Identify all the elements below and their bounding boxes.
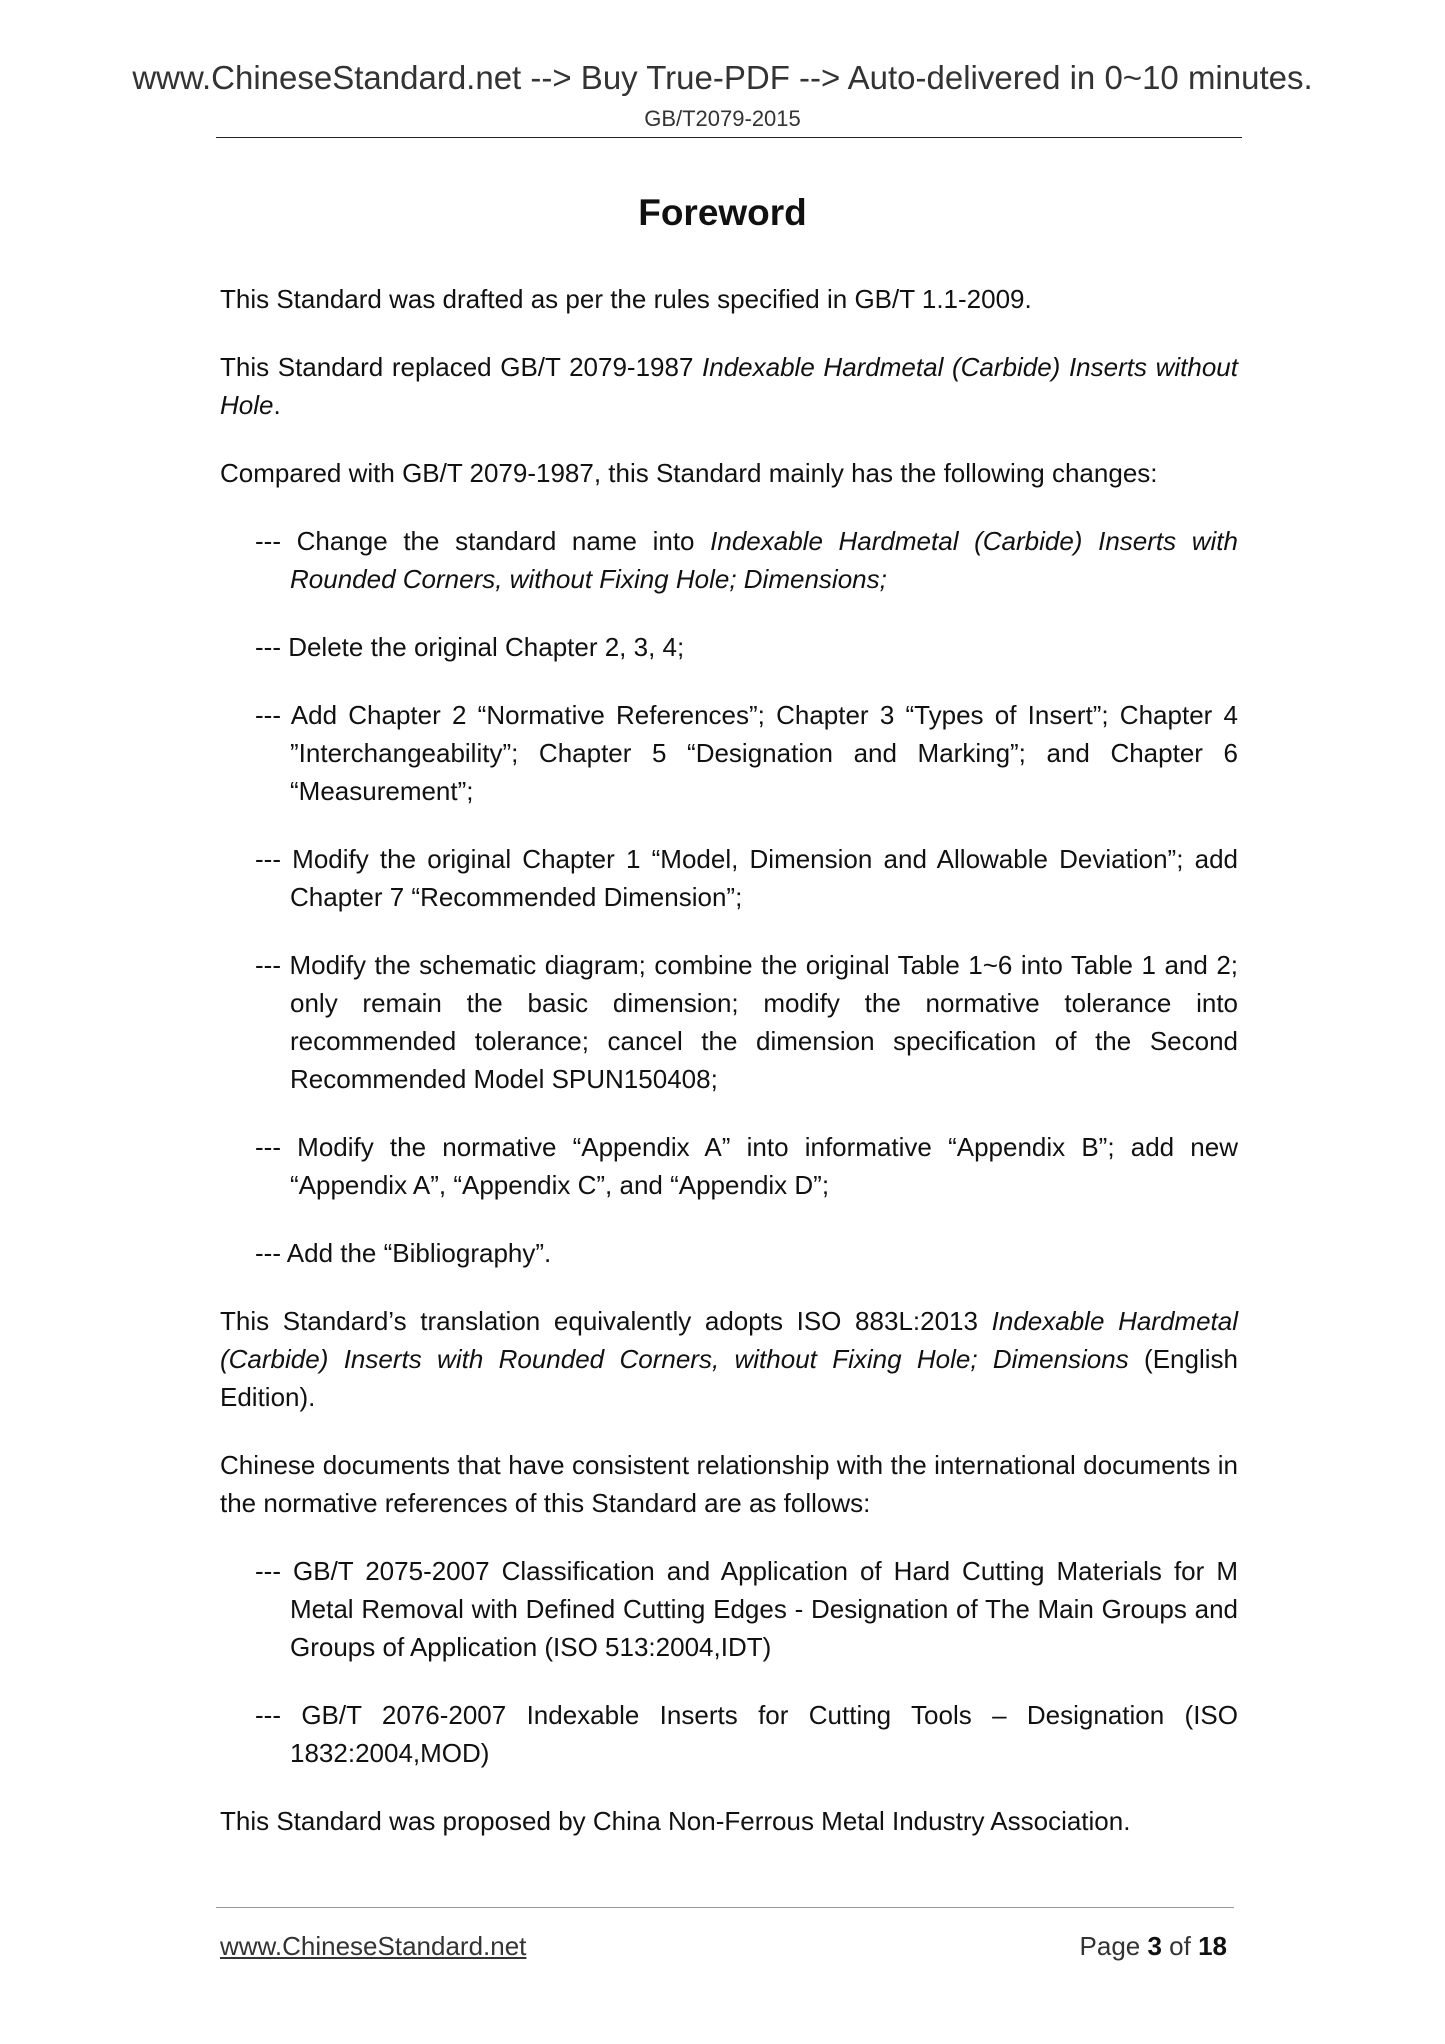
change-item: --- Delete the original Chapter 2, 3, 4; <box>255 632 685 662</box>
footer-site-link[interactable]: www.ChineseStandard.net <box>220 1931 527 1961</box>
change-item: --- Modify the original Chapter 1 “Model, Dimension and Allowable Deviation”; add Chapter 7 “Recommended Dimension”; <box>255 844 1238 912</box>
paragraph <box>220 348 1238 424</box>
text-run: (English Edition). <box>220 1344 1238 1412</box>
change-item: --- Modify the schematic diagram; combine the original Table 1~6 into Table 1 and 2; only remain the basic dimension; modify the normative tolerance into recommended tolerance; cancel the dimension specification of the Second Recommended Model SPUN150408; <box>255 950 1238 1094</box>
header-divider <box>216 137 1242 138</box>
document-id: GB/T2079-2015 <box>644 106 801 131</box>
reference-item: --- GB/T 2076-2007 Indexable Inserts for Cutting Tools – Designation (ISO 1832:2004,MOD) <box>255 1700 1238 1768</box>
italic-title: Indexable Hardmetal (Carbide) Inserts without Hole <box>220 352 1238 420</box>
italic-title: Indexable Hardmetal (Carbide) Inserts with Rounded Corners, without Fixing Hole; Dimensions <box>220 1306 1238 1374</box>
page-mid: of <box>1161 1931 1199 1961</box>
page-title: Foreword <box>638 192 807 233</box>
paragraph: This Standard was drafted as per the rules specified in GB/T 1.1-2009. <box>220 284 1032 314</box>
page-total: 18 <box>1198 1931 1227 1961</box>
text-run: This Standard replaced GB/T 2079-1987 <box>220 352 703 382</box>
paragraph: Chinese documents that have consistent relationship with the international documents in the normative references of this Standard are as follows: <box>220 1450 1238 1518</box>
change-item: --- Add Chapter 2 “Normative References”; Chapter 3 “Types of Insert”; Chapter 4 ”Interchangeability”; Chapter 5 “Designation and Marking”; and Chapter 6 “Measurement”; <box>255 700 1238 806</box>
change-item: --- Modify the normative “Appendix A” into informative “Appendix B”; add new “Appendix A”, “Appendix C”, and “Appendix D”; <box>255 1132 1238 1200</box>
text-run: --- Change the standard name into <box>255 526 711 556</box>
footer-divider <box>216 1907 1234 1908</box>
paragraph: Compared with GB/T 2079-1987, this Standard mainly has the following changes: <box>220 458 1158 488</box>
reference-item: --- GB/T 2075-2007 Classification and Application of Hard Cutting Materials for M Metal Removal with Defined Cutting Edges - Designation of The Main Groups and Groups of Application (ISO 513:2004,IDT) <box>255 1556 1238 1662</box>
header-banner: www.ChineseStandard.net --> Buy True-PDF --> Auto-delivered in 0~10 minutes. <box>132 59 1313 96</box>
page-number <box>1080 1928 1227 1964</box>
text-run: This Standard’s translation equivalently adopts ISO 883L:2013 <box>220 1306 992 1336</box>
page-current: 3 <box>1147 1931 1162 1961</box>
paragraph <box>220 1302 1238 1416</box>
italic-title: Indexable Hardmetal (Carbide) Inserts with Rounded Corners, without Fixing Hole; Dimensions; <box>290 526 1238 594</box>
change-item: --- Add the “Bibliography”. <box>255 1238 552 1268</box>
page-prefix: Page <box>1079 1931 1148 1961</box>
change-item <box>255 522 1238 598</box>
paragraph: This Standard was proposed by China Non-Ferrous Metal Industry Association. <box>220 1806 1131 1836</box>
document-body <box>220 280 1238 1870</box>
text-run: . <box>273 390 281 420</box>
